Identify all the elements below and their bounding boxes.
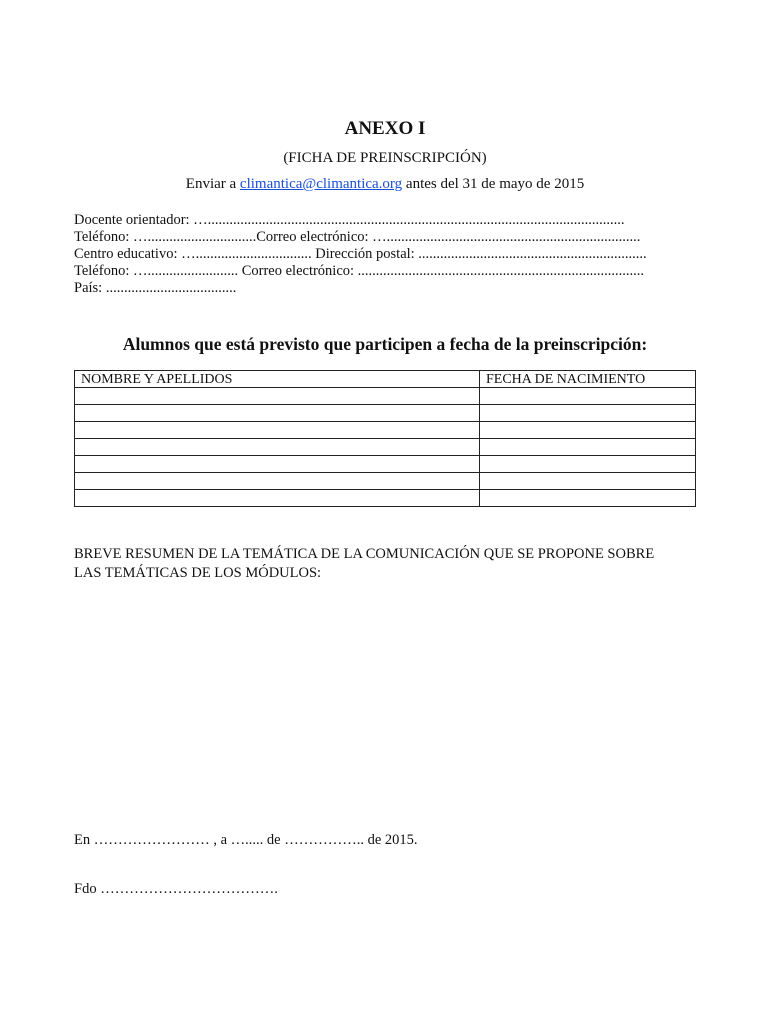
column-header-name: NOMBRE Y APELLIDOS (75, 371, 480, 388)
name-cell[interactable] (75, 405, 480, 422)
table-row (75, 490, 696, 507)
signature-line: Fdo ………………………………. (74, 881, 278, 897)
summary-line-2: LAS TEMÁTICAS DE LOS MÓDULOS: (74, 565, 322, 581)
send-suffix: antes del 31 de mayo de 2015 (405, 176, 585, 192)
name-cell[interactable] (75, 490, 480, 507)
table-row (75, 456, 696, 473)
birthdate-cell[interactable] (480, 439, 696, 456)
info-line-pais: País: .................................... (74, 280, 237, 296)
table-header-row (75, 371, 696, 388)
name-cell[interactable] (75, 388, 480, 405)
birthdate-cell[interactable] (480, 456, 696, 473)
table-row (75, 388, 696, 405)
name-cell[interactable] (75, 473, 480, 490)
table-row (75, 473, 696, 490)
birthdate-cell[interactable] (480, 422, 696, 439)
birthdate-cell[interactable] (480, 473, 696, 490)
document-subtitle: (FICHA DE PREINSCRIPCIÓN) (283, 150, 487, 166)
birthdate-cell[interactable] (480, 490, 696, 507)
summary-heading (74, 545, 704, 583)
document-title: ANEXO I (344, 118, 426, 139)
send-prefix: Enviar a (185, 176, 237, 192)
name-cell[interactable] (75, 422, 480, 439)
email-link[interactable]: climantica@climantica.org (239, 176, 403, 192)
info-line-centro: Centro educativo: …................................ Dirección postal: ............................................................... (74, 246, 647, 262)
summary-line-1: BREVE RESUMEN DE LA TEMÁTICA DE LA COMUNICACIÓN QUE SE PROPONE SOBRE (74, 546, 655, 562)
table-row (75, 422, 696, 439)
birthdate-cell[interactable] (480, 388, 696, 405)
table-row (75, 439, 696, 456)
place-date-line: En …………………… , a …..... de …………….. de 2015. (74, 832, 418, 848)
table-row (75, 405, 696, 422)
info-line-telefono-2: Teléfono: …......................... Correo electrónico: ............................................................................... (74, 263, 645, 279)
info-line-docente: Docente orientador: …................................................................................................................... (74, 212, 625, 228)
students-table (74, 370, 696, 507)
column-header-birthdate: FECHA DE NACIMIENTO (480, 371, 696, 388)
info-line-telefono-1: Teléfono: …..............................Correo electrónico: …...................................................................... (74, 229, 641, 245)
name-cell[interactable] (75, 439, 480, 456)
send-instructions (0, 176, 770, 193)
birthdate-cell[interactable] (480, 405, 696, 422)
name-cell[interactable] (75, 456, 480, 473)
students-heading: Alumnos que está previsto que participen a fecha de la preinscripción: (122, 334, 648, 354)
